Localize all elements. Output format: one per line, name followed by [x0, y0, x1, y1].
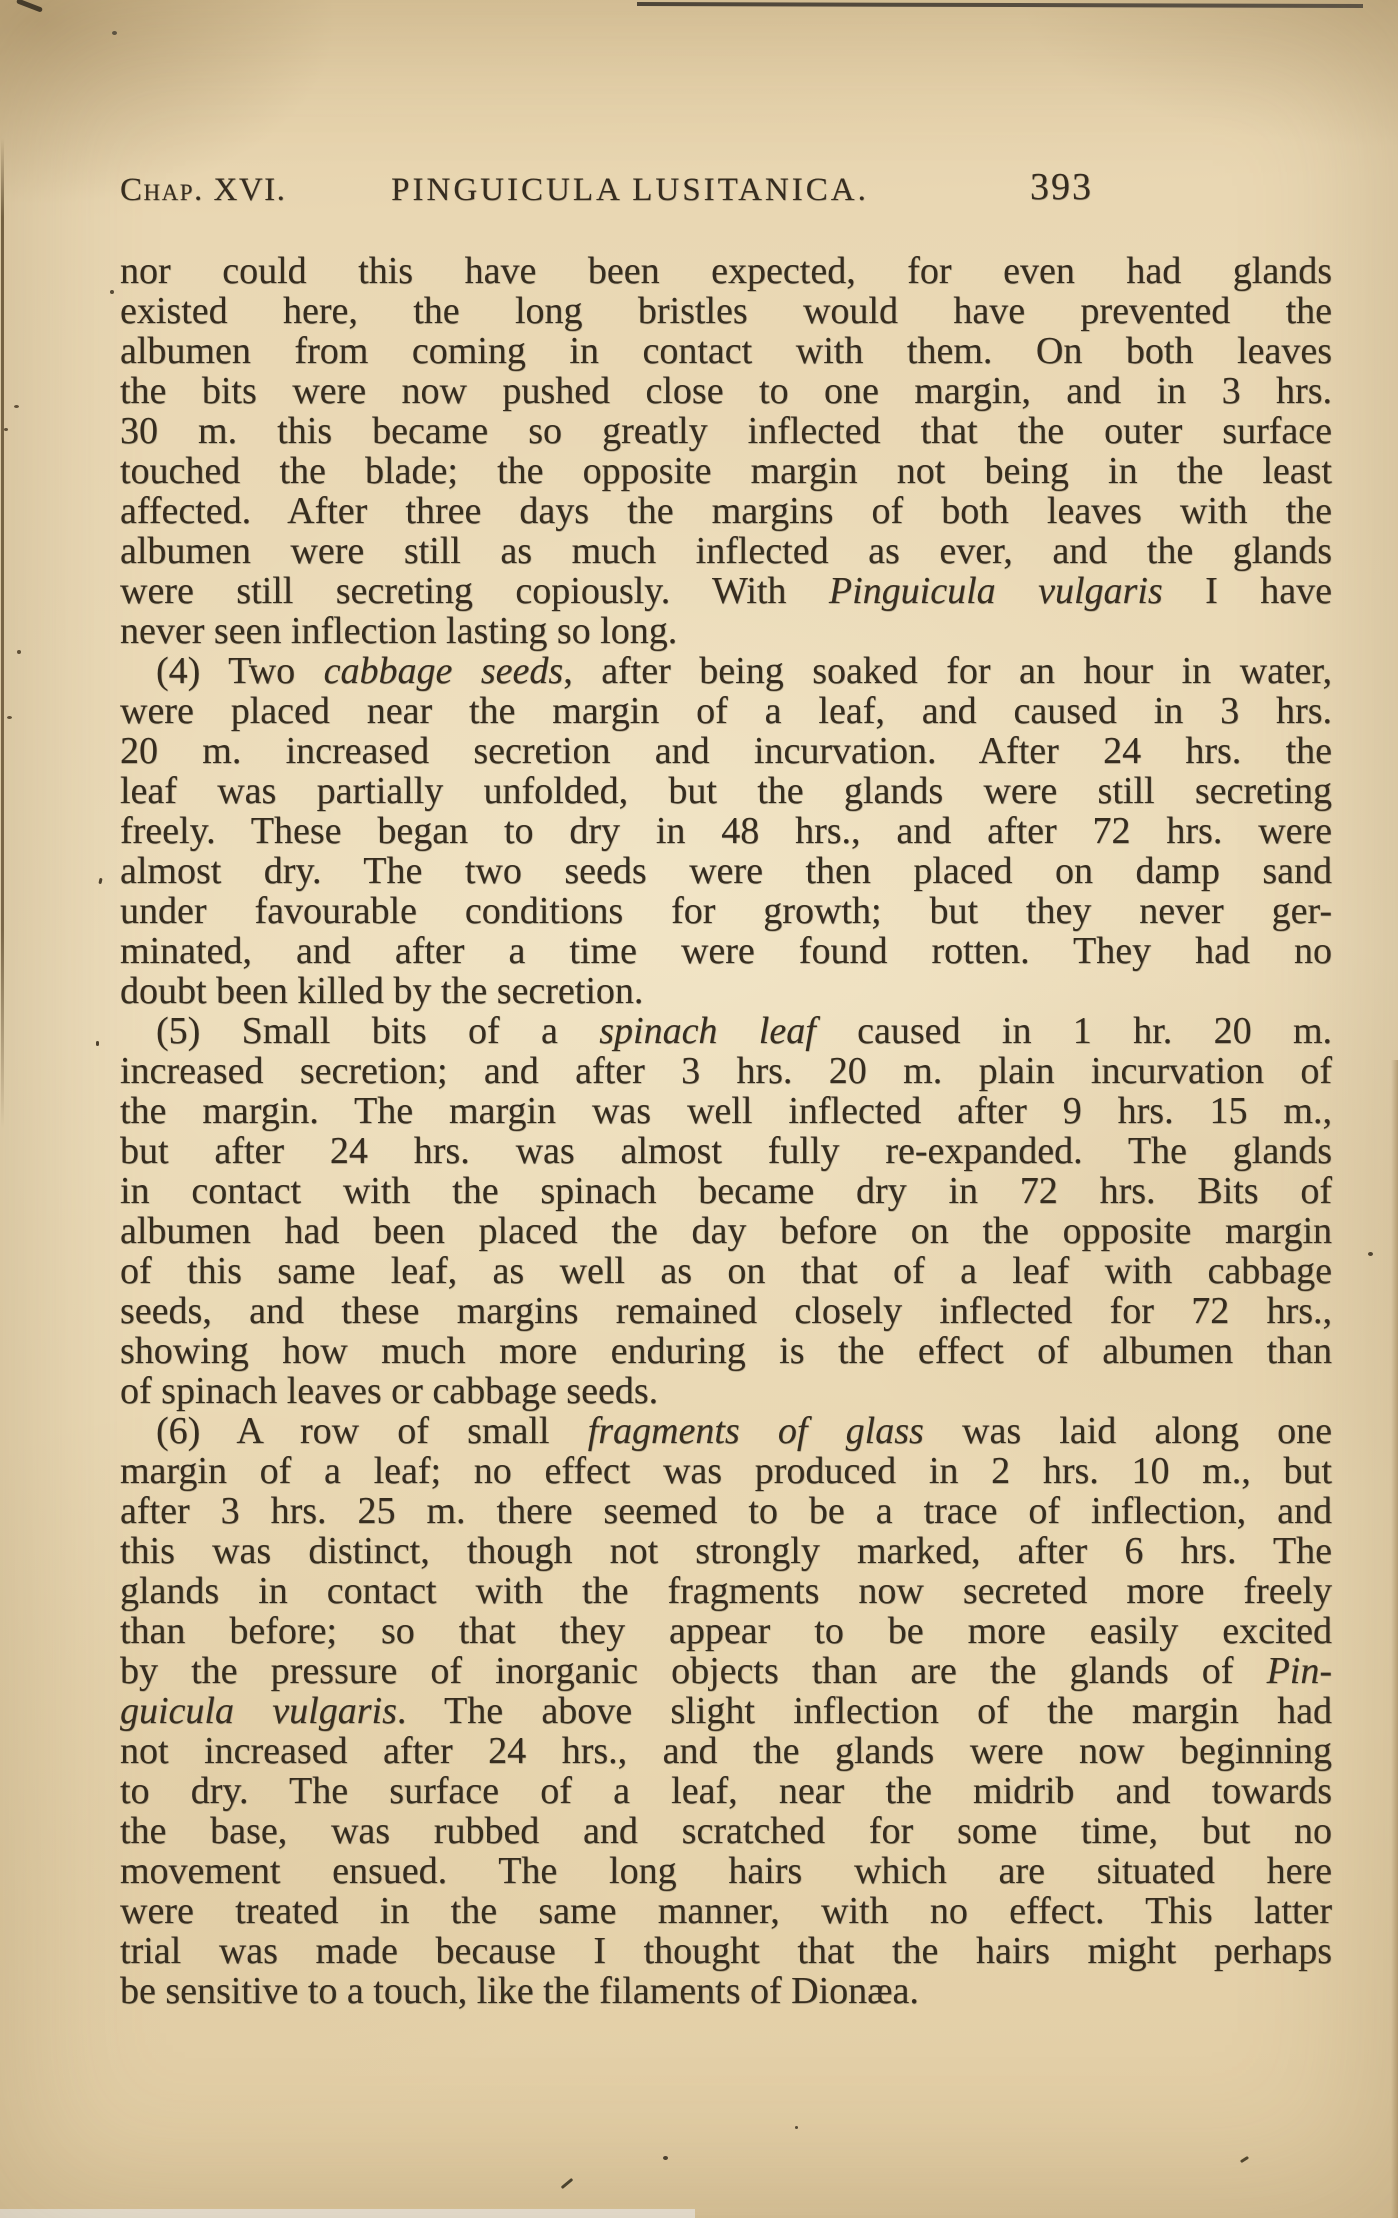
- text-segment: minated, and after a time were found rotten. They had no: [120, 930, 1332, 972]
- text-segment: not increased after 24 hrs., and the glands were now beginning: [120, 1730, 1332, 1772]
- text-line: [120, 491, 1332, 531]
- text-line: [120, 1491, 1332, 1531]
- text-line: [120, 971, 1332, 1011]
- text-segment: of spinach leaves or cabbage seeds.: [120, 1370, 659, 1412]
- text-segment: by the pressure of inorganic objects than are the glands of: [120, 1650, 1267, 1692]
- text-segment: trial was made because I thought that the hairs might perhaps: [120, 1930, 1332, 1972]
- text-line: [120, 1651, 1332, 1691]
- italic-text: fragments of glass: [587, 1410, 924, 1452]
- paragraph: [120, 1011, 1332, 1411]
- text-segment: were placed near the margin of a leaf, and caused in 3 hrs.: [120, 690, 1332, 732]
- text-line: [120, 1731, 1332, 1771]
- text-line: [120, 1971, 1332, 2011]
- paragraph: [120, 1411, 1332, 2011]
- text-line: [120, 1571, 1332, 1611]
- text-segment: the bits were now pushed close to one margin, and in 3 hrs.: [120, 370, 1332, 412]
- text-segment: caused in 1 hr. 20 m.: [815, 1010, 1333, 1052]
- scan-corner-mark: [16, 0, 43, 13]
- text-line: [120, 1171, 1332, 1211]
- text-line: [120, 691, 1332, 731]
- text-segment: were still secreting copiously. With: [120, 570, 829, 612]
- text-line: [120, 731, 1332, 771]
- scan-speck: [561, 2178, 574, 2189]
- text-line: [120, 1611, 1332, 1651]
- scan-speck: [112, 31, 117, 35]
- scan-speck: [4, 428, 8, 431]
- text-segment: (6) A row of small: [156, 1410, 588, 1452]
- text-segment: but after 24 hrs. was almost fully re-expanded. The glands: [120, 1130, 1332, 1172]
- text-line: [120, 1691, 1332, 1731]
- text-segment: showing how much more enduring is the effect of albumen than: [120, 1330, 1332, 1372]
- text-line: [120, 571, 1332, 611]
- scan-speck: [795, 2126, 798, 2129]
- text-line: [120, 1891, 1332, 1931]
- text-segment: seeds, and these margins remained closely inflected for 72 hrs.,: [120, 1290, 1332, 1332]
- paragraph: [120, 651, 1332, 1011]
- text-line: [120, 1011, 1332, 1051]
- scan-speck: [14, 405, 19, 408]
- text-segment: freely. These began to dry in 48 hrs., and after 72 hrs. were: [120, 810, 1332, 852]
- text-segment: nor could this have been expected, for even had glands: [120, 250, 1332, 292]
- text-segment: existed here, the long bristles would have prevented the: [120, 290, 1332, 332]
- text-line: [120, 1371, 1332, 1411]
- text-segment: leaf was partially unfolded, but the glands were still secreting: [120, 770, 1332, 812]
- text-segment: of this same leaf, as well as on that of a leaf with cabbage: [120, 1250, 1332, 1292]
- text-segment: touched the blade; the opposite margin not being in the least: [120, 450, 1332, 492]
- text-line: [120, 611, 1332, 651]
- italic-text: guicula vulgaris: [120, 1690, 397, 1732]
- text-line: [120, 531, 1332, 571]
- running-title: PINGUICULA LUSITANICA.: [391, 172, 869, 208]
- scan-speck: [7, 716, 12, 719]
- text-line: [120, 811, 1332, 851]
- text-segment: albumen were still as much inflected as ever, and the glands: [120, 530, 1332, 572]
- text-line: [120, 1291, 1332, 1331]
- text-line: [120, 651, 1332, 691]
- text-segment: (5) Small bits of a: [156, 1010, 600, 1052]
- scan-speck: [1240, 2156, 1249, 2163]
- text-segment: 20 m. increased secretion and incurvation. After 24 hrs. the: [120, 730, 1332, 772]
- text-segment: affected. After three days the margins of both leaves with the: [120, 490, 1332, 532]
- text-segment: doubt been killed by the secretion.: [120, 970, 644, 1012]
- text-segment: . The above slight inflection of the margin had: [396, 1690, 1332, 1732]
- text-segment: , after being soaked for an hour in water,: [563, 650, 1333, 692]
- text-segment: than before; so that they appear to be more easily excited: [120, 1610, 1332, 1652]
- text-segment: (4) Two: [156, 650, 324, 692]
- text-line: [120, 371, 1332, 411]
- page-number: 393: [1030, 166, 1093, 208]
- text-line: [120, 1331, 1332, 1371]
- text-segment: 30 m. this became so greatly inflected that the outer surface: [120, 410, 1332, 452]
- text-line: [120, 1411, 1332, 1451]
- scan-speck: [98, 878, 102, 884]
- page-body: [120, 251, 1332, 2011]
- text-line: [120, 1851, 1332, 1891]
- text-line: [120, 1931, 1332, 1971]
- text-line: [120, 331, 1332, 371]
- text-line: [120, 451, 1332, 491]
- text-segment: under favourable conditions for growth; but they never ger-: [120, 890, 1332, 932]
- italic-text: cabbage seeds: [323, 650, 564, 692]
- text-line: [120, 411, 1332, 451]
- text-line: [120, 1251, 1332, 1291]
- italic-text: Pinguicula vulgaris: [828, 570, 1163, 612]
- text-segment: were treated in the same manner, with no effect. This latter: [120, 1890, 1332, 1932]
- text-segment: I have: [1162, 570, 1332, 612]
- text-line: [120, 1771, 1332, 1811]
- text-segment: glands in contact with the fragments now secreted more freely: [120, 1570, 1332, 1612]
- text-segment: this was distinct, though not strongly marked, after 6 hrs. The: [120, 1530, 1332, 1572]
- scan-edge-left-line: [1, 138, 4, 1128]
- paragraph: [120, 251, 1332, 651]
- text-line: [120, 891, 1332, 931]
- text-line: [120, 931, 1332, 971]
- text-segment: be sensitive to a touch, like the filaments of Dionæa.: [120, 1970, 919, 2012]
- text-line: [120, 1131, 1332, 1171]
- text-line: [120, 1531, 1332, 1571]
- text-line: [120, 851, 1332, 891]
- scan-edge-bottom-strip: [0, 2209, 695, 2218]
- text-line: [120, 291, 1332, 331]
- text-segment: albumen had been placed the day before on the opposite margin: [120, 1210, 1332, 1252]
- scan-edge-top-line: [637, 2, 1363, 8]
- scan-edge-right-shade: [1391, 1060, 1398, 2218]
- text-segment: never seen inflection lasting so long.: [120, 610, 678, 652]
- text-line: [120, 1211, 1332, 1251]
- chapter-label: Chap. XVI.: [120, 172, 287, 208]
- italic-text: spinach leaf: [599, 1010, 816, 1052]
- text-segment: the base, was rubbed and scratched for some time, but no: [120, 1810, 1332, 1852]
- scan-speck: [96, 1041, 99, 1046]
- text-line: [120, 251, 1332, 291]
- text-segment: after 3 hrs. 25 m. there seemed to be a trace of inflection, and: [120, 1490, 1332, 1532]
- text-line: [120, 1451, 1332, 1491]
- text-line: [120, 1811, 1332, 1851]
- text-segment: was laid along one: [923, 1410, 1332, 1452]
- text-line: [120, 1091, 1332, 1131]
- text-segment: to dry. The surface of a leaf, near the midrib and towards: [120, 1770, 1332, 1812]
- text-line: [120, 1051, 1332, 1091]
- text-segment: margin of a leaf; no effect was produced in 2 hrs. 10 m., but: [120, 1450, 1332, 1492]
- text-segment: the margin. The margin was well inflected after 9 hrs. 15 m.,: [120, 1090, 1332, 1132]
- text-segment: albumen from coming in contact with them. On both leaves: [120, 330, 1332, 372]
- text-segment: in contact with the spinach became dry in 72 hrs. Bits of: [120, 1170, 1332, 1212]
- text-segment: movement ensued. The long hairs which are situated here: [120, 1850, 1332, 1892]
- text-segment: almost dry. The two seeds were then placed on damp sand: [120, 850, 1332, 892]
- italic-text: Pin-: [1266, 1650, 1332, 1692]
- scan-speck: [17, 650, 21, 654]
- scan-speck: [1368, 1252, 1373, 1256]
- text-segment: increased secretion; and after 3 hrs. 20 m. plain incurvation of: [120, 1050, 1332, 1092]
- scan-speck: [663, 2156, 668, 2160]
- text-line: [120, 771, 1332, 811]
- scan-speck: [110, 290, 114, 294]
